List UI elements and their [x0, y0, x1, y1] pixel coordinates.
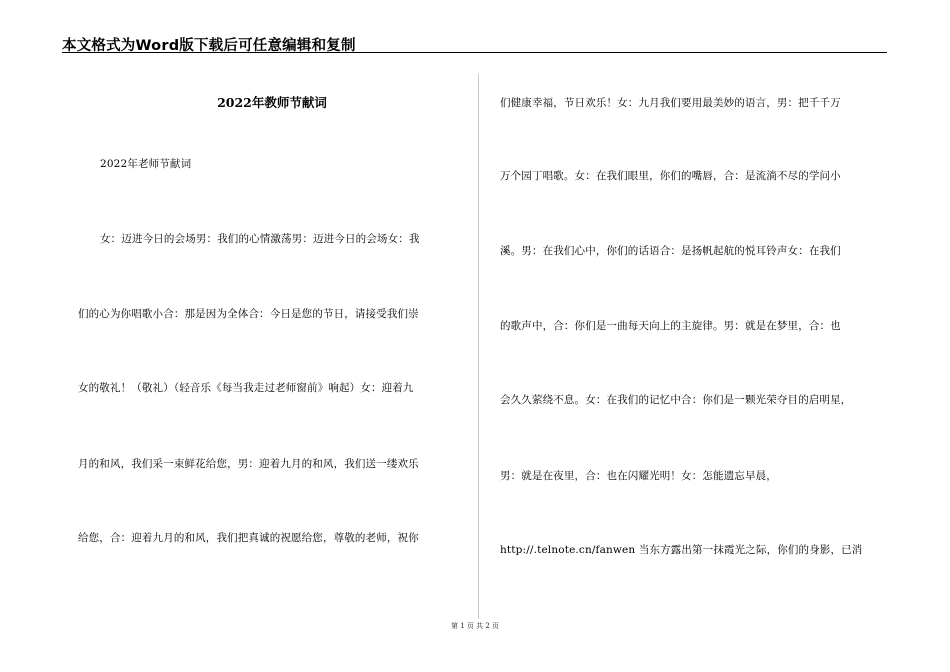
text-line: 溪。男：在我们心中，你们的话语合：是扬帆起航的悦耳铃声女：在我们 — [500, 245, 841, 257]
header-rule — [62, 52, 887, 53]
document-title: 2022年教师节献词 — [217, 95, 327, 110]
url-text-line: http://.telnote.cn/fanwen 当东方露出第一抹霞光之际，你们的身影，已消 — [500, 544, 863, 556]
text-line: 会久久萦绕不息。女：在我们的记忆中合：你们是一颗光荣夺目的启明星， — [500, 394, 852, 406]
page-footer: 第 1 页 共 2 页 — [450, 622, 500, 630]
document-header: 本文格式为Word版下载后可任意编辑和复制 — [62, 38, 356, 54]
text-line: 们健康幸福，节日欢乐！女：九月我们要用最美妙的语言，男：把千千万 — [500, 97, 841, 109]
text-line: 女的敬礼！（敬礼）（轻音乐《每当我走过老师窗前》响起）女：迎着九 — [78, 382, 414, 394]
text-line: 万个园丁唱歌。女：在我们眼里，你们的嘴唇，合：是流淌不尽的学问小 — [500, 170, 841, 182]
column-divider — [478, 74, 479, 619]
text-line: 女：迈进今日的会场男：我们的心情激荡男：迈进今日的会场女：我 — [100, 233, 420, 245]
text-line: 给您，合：迎着九月的和风，我们把真诚的祝愿给您，尊敬的老师，祝你 — [78, 532, 419, 544]
text-line: 月的和风，我们采一束鲜花给您，男：迎着九月的和风，我们送一缕欢乐 — [78, 458, 419, 470]
text-line: 的歌声中，合：你们是一曲每天向上的主旋律。男：就是在梦里，合：也 — [500, 320, 841, 332]
subtitle-line: 2022年老师节献词 — [100, 158, 192, 170]
text-line: 男：就是在夜里，合：也在闪耀光明！女：怎能遗忘早晨， — [500, 470, 777, 482]
text-line: 们的心为你唱歌小合：那是因为全体合：今日是您的节日，请接受我们崇 — [78, 308, 419, 320]
